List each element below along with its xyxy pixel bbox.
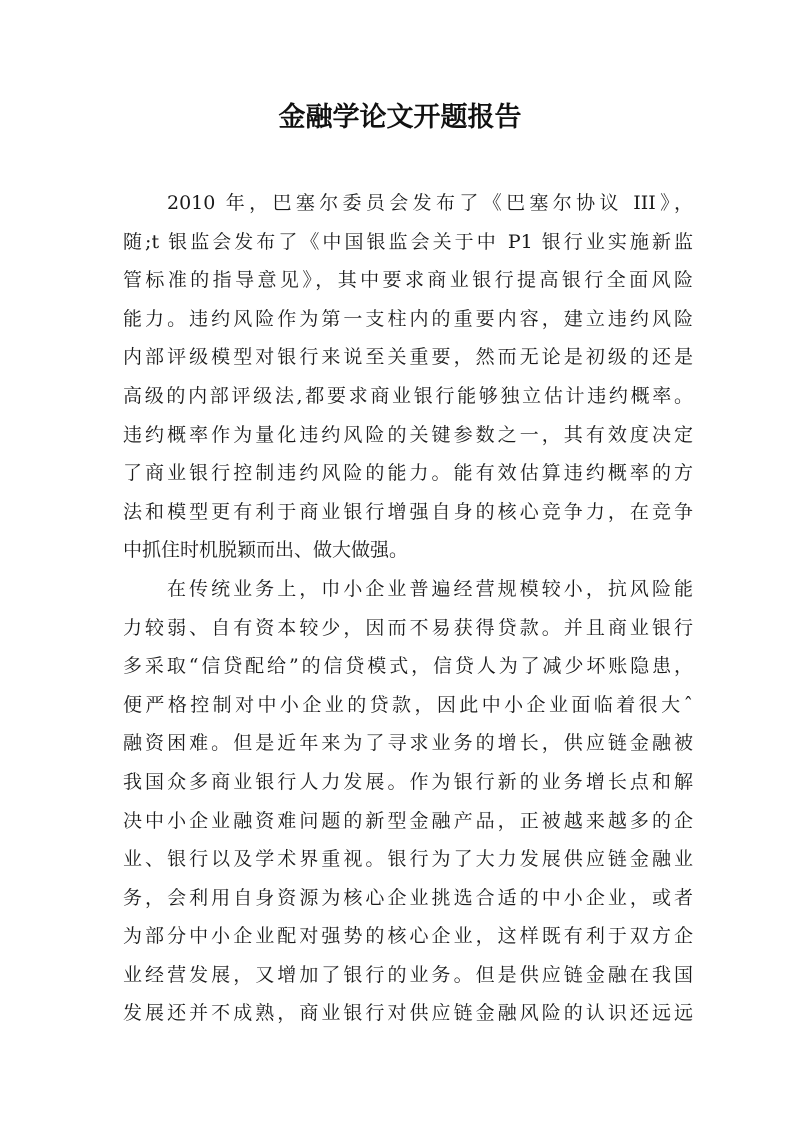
text-line: 违约概率作为量化违约风险的关键参数之一，其有效度决定 xyxy=(123,423,693,446)
text-line: 高级的内部评级法,都要求商业银行能够独立估计违约概率。 xyxy=(123,384,693,407)
paragraph-2 xyxy=(123,570,693,1033)
text-line: 2010 年，巴塞尔委员会发布了《巴塞尔协议 III》， xyxy=(167,192,693,214)
paragraph-1 xyxy=(123,184,693,570)
text-line: 法和模型更有利于商业银行增强自身的核心竞争力，在竞争 xyxy=(123,500,693,523)
text-line: 内部评级模型对银行来说至关重要，然而无论是初级的还是 xyxy=(123,346,693,369)
text-line: 了商业银行控制违约风险的能力。能有效估算违约概率的方 xyxy=(123,462,693,485)
text-line: 随;t 银监会发布了《中国银监会关于中 P1 银行业实施新监 xyxy=(123,230,693,253)
text-line: 决中小企业融资难问题的新型金融产品，正被越来越多的企 xyxy=(123,809,693,832)
text-line: 我国众多商业银行人力发展。作为银行新的业务增长点和解 xyxy=(123,770,693,793)
text-line: 业经营发展，又增加了银行的业务。但是供应链金融在我国 xyxy=(123,963,693,986)
document-body xyxy=(123,184,693,1033)
text-line: 为部分中小企业配对强势的核心企业，这样既有利于双方企 xyxy=(123,925,693,948)
text-line: 能力。违约风险作为第一支柱内的重要内容，建立违约风险 xyxy=(123,307,693,330)
text-line: 力较弱、自有资本较少，因而不易获得贷款。并且商业银行 xyxy=(123,616,693,639)
text-line: 中抓住时机脱颖而出、做大做强。 xyxy=(123,539,409,562)
text-line: 务，会利用自身资源为核心企业挑选合适的中小企业，或者 xyxy=(123,886,693,909)
text-line: 管标准的指导意见》，其中要求商业银行提高银行全面风险 xyxy=(123,269,693,292)
text-line: 发展还并不成熟，商业银行对供应链金融风险的认识还远远 xyxy=(123,1002,693,1025)
text-line: 业、银行以及学术界重视。银行为了大力发展供应链金融业 xyxy=(123,848,693,871)
text-line: 融资困难。但是近年来为了寻求业务的增长，供应链金融被 xyxy=(123,732,693,755)
text-line: 在传统业务上，巾小企业普遍经营规模较小，抗风险能 xyxy=(167,577,693,600)
document-title: 金融学论文开题报告 xyxy=(278,102,522,133)
text-line: 便严格控制对中小企业的贷款，因此中小企业面临着很大ˆ xyxy=(123,693,693,716)
text-line: 多采取“信贷配给”的信贷模式，信贷人为了减少坏账隐患， xyxy=(123,655,693,678)
